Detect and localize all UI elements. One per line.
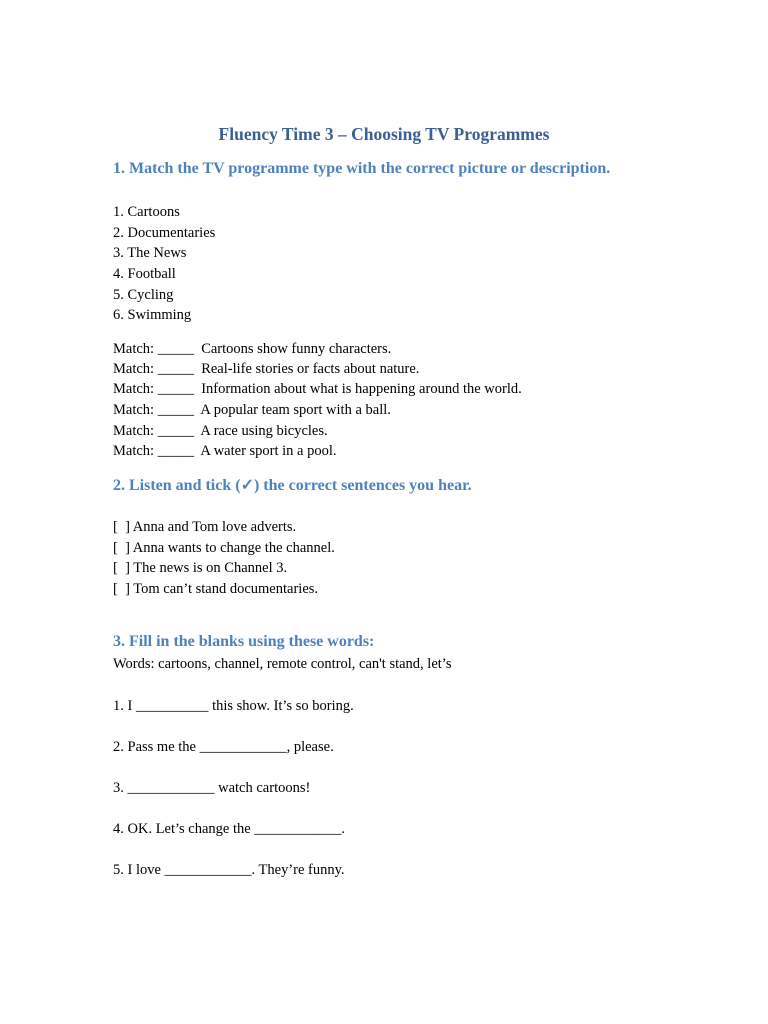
fill-blank-sentence: 3. ____________ watch cartoons! — [113, 780, 311, 796]
section-2-heading: 2. Listen and tick (✓) the correct sentences you hear. — [113, 477, 472, 494]
fill-blank-sentence: 2. Pass me the ____________, please. — [113, 739, 334, 755]
section-3-heading: 3. Fill in the blanks using these words: — [113, 633, 375, 650]
tick-sentence: [ ] The news is on Channel 3. — [113, 560, 288, 576]
page-title: Fluency Time 3 – Choosing TV Programmes — [218, 124, 550, 144]
programme-type-item: 5. Cycling — [113, 287, 174, 303]
programme-type-item: 2. Documentaries — [113, 225, 216, 241]
section-1-heading: 1. Match the TV programme type with the correct picture or description. — [113, 160, 611, 177]
match-line: Match: _____ Cartoons show funny characters. — [113, 341, 392, 357]
match-line: Match: _____ Information about what is happening around the world. — [113, 381, 522, 397]
programme-type-item: 4. Football — [113, 266, 176, 282]
fill-blank-sentence: 4. OK. Let’s change the ____________. — [113, 821, 345, 837]
programme-type-item: 3. The News — [113, 245, 187, 261]
fill-blank-sentence: 1. I __________ this show. It’s so boring. — [113, 698, 354, 714]
match-line: Match: _____ A popular team sport with a ball. — [113, 402, 391, 418]
tick-sentence: [ ] Anna and Tom love adverts. — [113, 519, 297, 535]
match-line: Match: _____ A race using bicycles. — [113, 423, 328, 439]
fill-blank-sentence: 5. I love ____________. They’re funny. — [113, 862, 345, 878]
programme-type-item: 6. Swimming — [113, 307, 192, 323]
match-line: Match: _____ A water sport in a pool. — [113, 443, 337, 459]
match-line: Match: _____ Real-life stories or facts about nature. — [113, 361, 420, 377]
tick-sentence: [ ] Tom can’t stand documentaries. — [113, 581, 319, 597]
word-bank: Words: cartoons, channel, remote control, can't stand, let’s — [113, 656, 452, 672]
tick-sentence: [ ] Anna wants to change the channel. — [113, 540, 335, 556]
programme-type-item: 1. Cartoons — [113, 204, 180, 220]
